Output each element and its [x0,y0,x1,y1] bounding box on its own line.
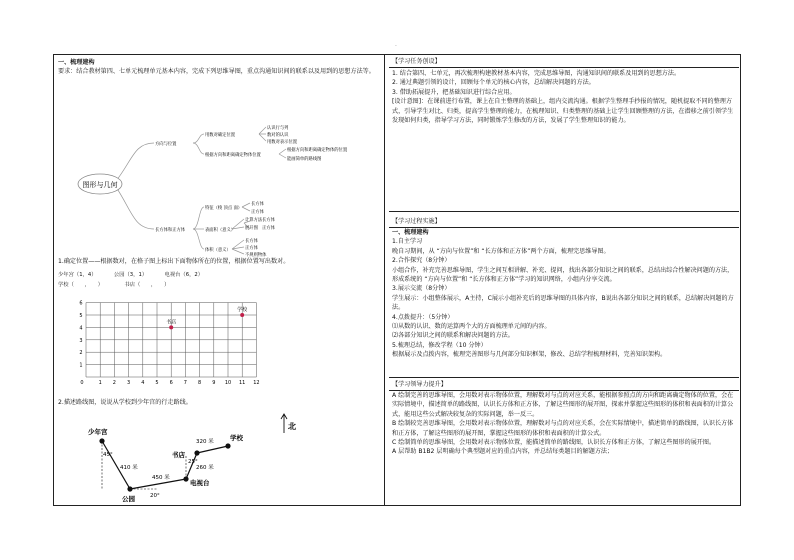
process-line-5: 小组合作，补充完善思维导图，学生之间互相讲解、补充、提问，找出各部分知识之间的联系，总结出综合性解决问题的方法，形成系统的 “方向与位置”和 “长方体和正方体”学习的知识网络，小组内分享交流。 [392,266,734,284]
y-tick-label: 4 [79,325,83,332]
mm-b2c3: 不规则物体 [245,253,267,258]
x-tick-label: 3 [127,380,131,386]
q1-points [58,271,380,280]
y-tick-label: 6 [79,300,83,307]
mm-root: 图形与几何 [82,181,118,189]
coordinate-grid [68,299,268,387]
process-line-6: 3.展示交流（8分钟） [392,285,451,293]
process-line-3: 晚自习期间，从 “方向与位置”和 “长方体和正方体”两个方面，梳理完思维导图。 [392,247,610,255]
leadership-help: A 层帮助 B1B2 层明确每个典型题对应的重点内容，并总结每类题目的解题方法； [392,448,614,456]
q1-blanks [58,281,380,290]
mm-b2c: 体积（意义） [205,248,231,253]
x-tick-label: 9 [212,380,216,386]
grid-point [169,325,173,329]
mm-b2c1: 长方体 [245,239,258,244]
mm-b1: 方向与位置 [155,142,177,147]
x-tick-label: 12 [253,380,260,386]
leadership-title: 【学习领导力提升】 [392,381,447,388]
mm-b2b1: 计算方法 [245,218,263,223]
x-tick-label: 1 [98,380,102,386]
process-section [389,211,739,359]
x-tick-label: 5 [155,380,159,386]
north-label: 北 [288,422,296,431]
mm-b2b2: 展开图 [245,226,258,231]
q1-block [58,257,380,290]
column-divider [384,55,385,505]
grid-point-label: 书店 [166,319,177,326]
q1-blank-1: 学校（ ， ） [58,281,104,288]
x-tick-label: 10 [224,380,232,386]
x-tick-label: 2 [112,380,116,386]
mm-b1b: 根据方向和距离确定物体位置 [205,153,261,158]
page-mark: · [395,43,397,50]
process-line-2: 1.自主学习 [392,238,423,246]
place-tv-station: 电视台 [190,479,210,487]
process-line-4: 2.合作探究（8分钟） [392,257,451,265]
leadership-a: A 绘制完善的思维导图，会用数对表示物体位置，理解数对与点的对应关系，能根据参照点的方向和距离确定物体的位置，会在实际情境中，描述简单的路线图，认识长方体和正方体，了解这些图形的展开图，探索并掌握这些图形的体积和表面积的计算公式，能用这些公式解决较复杂的实际问题，举一反三。 [392,392,734,418]
x-tick-label: 11 [239,380,246,386]
lesson-table [53,54,741,506]
dist-450: 450 米 [152,475,170,481]
mm-b1b2: 能画简单的路线图 [287,157,322,162]
mm-b2a2: 正方体 [251,210,264,215]
grid-point-label: 学校 [237,307,248,313]
angle-45: 45° [103,452,113,458]
q1-text: 1.确定位置——根据数对，在格子图上标出下面物体所在的位置，根据位置写出数对。 [58,258,290,265]
mm-b2c2: 正方体 [245,246,258,251]
leadership-body [392,391,736,457]
leadership-c: C 绘制简单的思维导图，会用数对表示物体位置，能描述简单的路线图，认识长方体和正方体，了解这些图形的展开图。 [392,439,716,447]
x-tick-label: 7 [183,380,187,386]
place-shaoniangong: 少年宫 [88,428,108,436]
mm-b1a2: 数对的认识 [267,133,289,138]
process-line-7: 学生展示：小组整体展示，A主持，C展示小组补充后的思维导图的具体内容，B说出各部分知识之间的联系，总结解决问题的方法。 [392,294,734,312]
y-tick-label: 2 [79,350,83,357]
mm-b2b3: 长方体 [262,218,275,223]
process-body [392,228,736,360]
left-intro: 要求：结合教材第四、七单元梳理单元基本内容，完成下列思维导图，重点沟通知识间的联系以及用到的思想方法等。 [58,68,375,76]
process-line-8: 4.点拨提升：（5分钟） [392,313,454,321]
mm-b2: 长方体和正方体 [155,228,186,233]
q1-point-2: 公园（3，1） [113,272,148,279]
x-tick-label: 8 [198,380,202,386]
grid-point [240,313,244,317]
x-tick-label: 6 [169,380,173,386]
q1-point-1: 少年宫（1，4） [58,272,97,279]
place-park: 公园 [122,495,135,503]
mm-b2a: 特征（棱 顶点 面） [205,206,243,211]
dist-260: 260 米 [196,465,214,471]
task-item-2: 2. 通过典题引领的设计，回顾每个单元的核心内容，总结解决问题的方法。 [392,79,595,87]
left-column [58,58,380,77]
mm-b1a1: 认识行与列 [267,126,289,131]
task-design: [设计意图]：在课前进行布置，课上在自主整理的基础上，组内交流沟通。根据学生整理手抄报的情况，随机提取不同的整理方式，引导学生对比、归类，提高学生整理的能力，在梳理知识、归类整理的基础上让学生回顾整理的方法，在潜移之前引领学生发现如何归类，指导学习方法，同时锻炼学生修改的方法，发展了学生整理知识的能力。 [392,98,734,125]
q2-text: 2.描述路线图，说说从学校到少年宫的行走路线。 [58,399,192,406]
process-line-12: 根据展示及点拨内容，梳理完善图形与几何部分知识框架，修改、总结学程梳理材料，完善知识架构。 [392,351,667,359]
process-title: 【学习过程实施】 [392,218,441,225]
task-item-1: 1. 结合第四、七单元，再次梳理构建教材基本内容，完成思维导图，沟通知识间的联系及用到的思想方法。 [392,70,681,77]
mm-b2b: 表面积（意义） [205,228,236,233]
process-line-10: ⑵各部分知识之间的联系和解决问题的方法。 [392,332,514,340]
task-items [392,69,736,125]
place-bookstore: 书店 [172,451,185,459]
angle-20: 20° [150,493,160,499]
mm-b1a3: 用数对表示位置 [267,140,298,145]
place-school: 学校 [230,434,243,442]
angle-25: 25° [188,459,198,465]
route-map [78,413,314,507]
mm-b1b1: 根据方向和距离确定物体的位置 [287,148,348,153]
y-tick-label: 5 [79,313,83,319]
process-line-9: ⑴从数的认识、数的运算两个大的方面梳理单元间的内容。 [392,323,551,331]
mm-b2a1: 长方体 [251,202,264,207]
leadership-section [389,377,739,456]
left-heading: 一、梳理建构 [58,59,95,66]
process-line-11: 5.梳理总结，修改学程（10 分钟） [392,341,487,349]
origin-label: 0 [80,380,84,386]
q1-blank-2: 书店（ ， ） [124,281,170,288]
mm-b1a: 用数对确定位置 [205,133,236,138]
y-tick-label: 3 [79,337,83,344]
y-tick-label: 1 [79,362,83,369]
task-item-3: 3. 借助拓展提升，把基础知识进行综合应用。 [392,88,516,96]
dist-410: 410 米 [120,465,138,471]
mm-b2b4: 正方体 [262,226,275,231]
task-title: 【学习任务创设】 [392,58,441,65]
dist-320: 320 米 [196,439,214,445]
q1-point-3: 电视台（6，2） [164,272,204,279]
mind-map [54,121,384,258]
task-section [389,55,739,205]
leadership-b: B 绘制较完善思维导图，会用数对表示物体位置，理解数对与点的对应关系，会在实际情境中，描述简单的路线图，认识长方体和正方体，了解这些图形的展开图，掌握这些图形的体积和表面积的计算公式。 [392,420,734,437]
process-line-1: 一、梳理建构 [392,229,429,236]
x-tick-label: 4 [141,380,145,386]
